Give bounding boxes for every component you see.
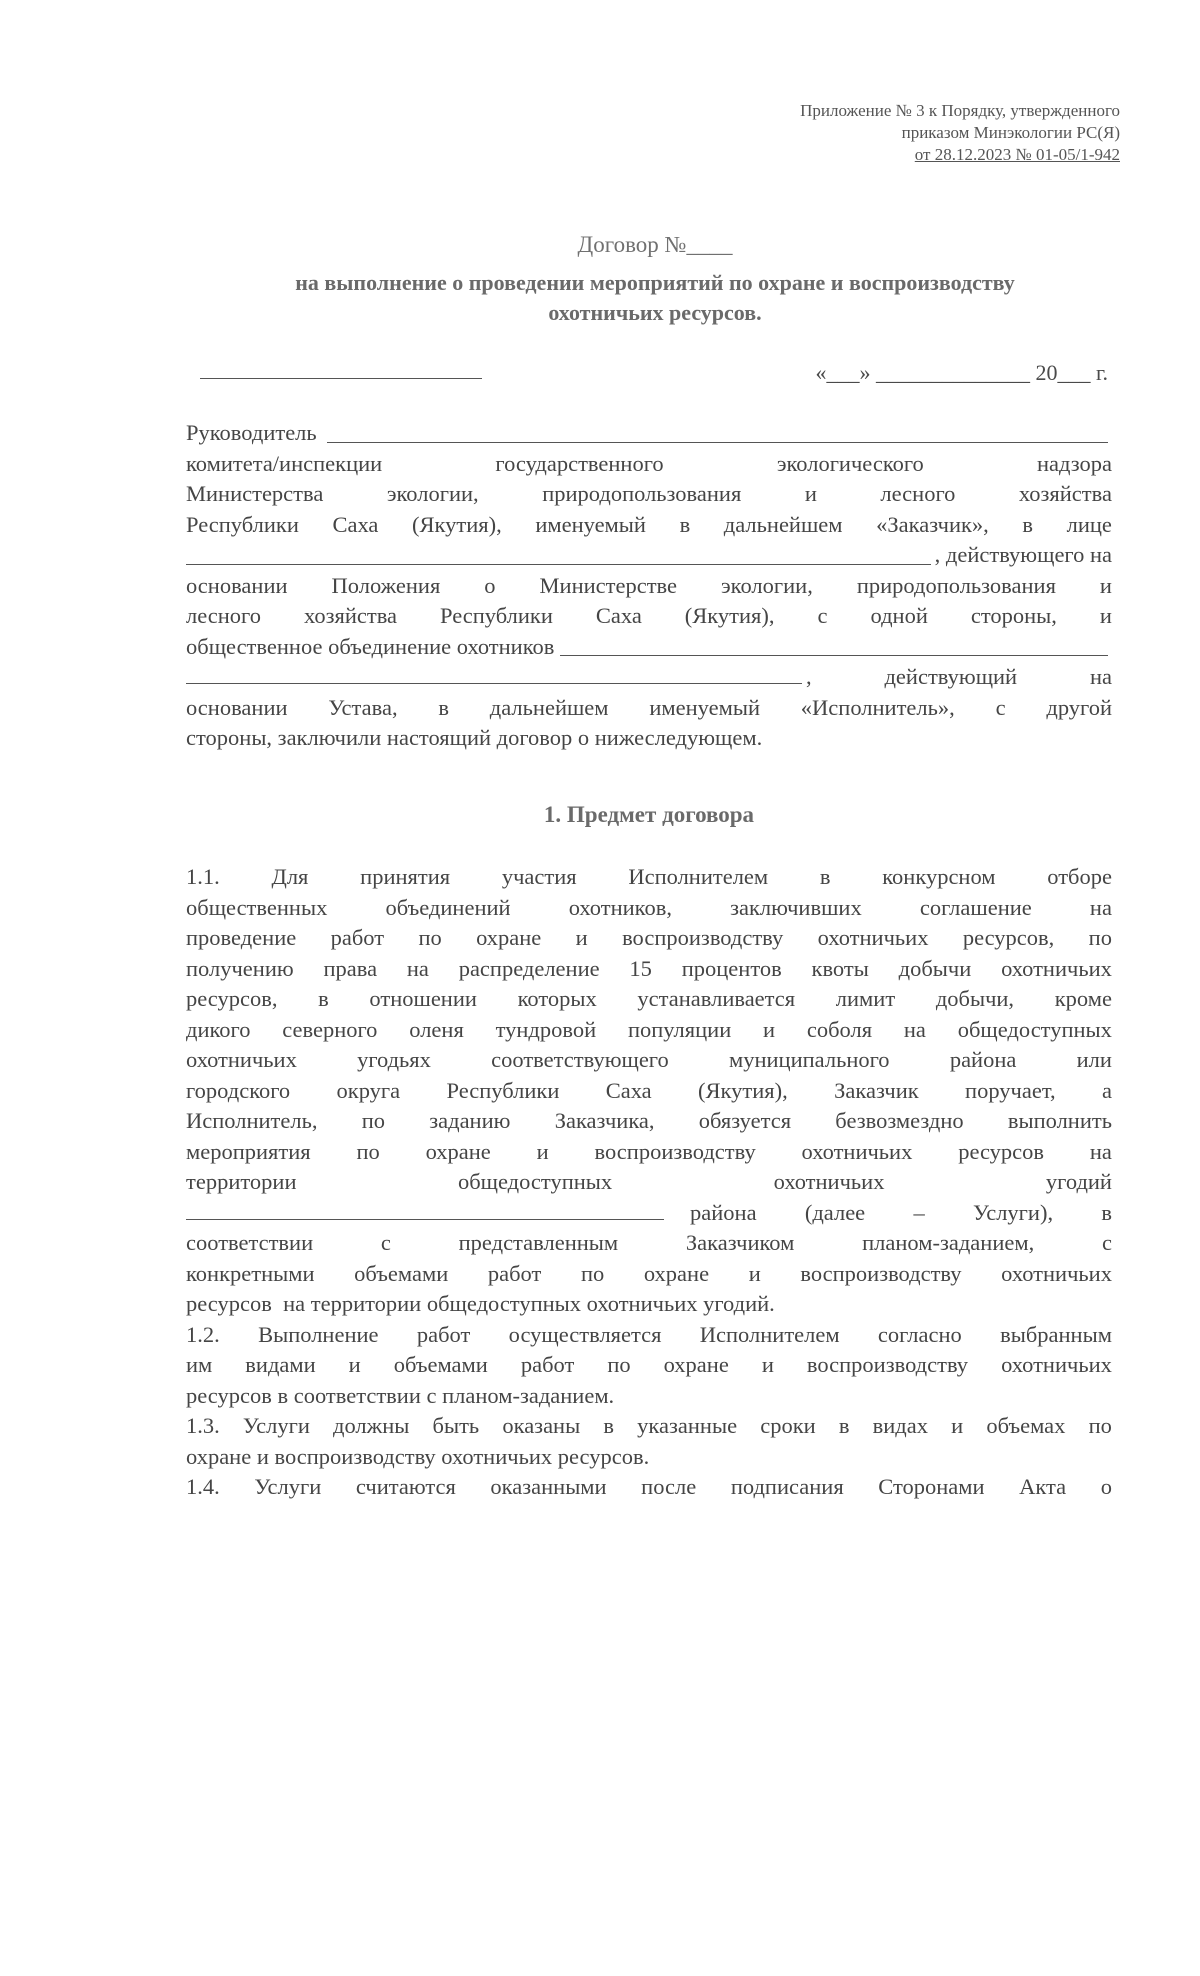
word: Министерстве xyxy=(539,572,678,598)
text-line xyxy=(186,1015,1112,1046)
text-line xyxy=(186,1167,1112,1198)
word: воспроизводству xyxy=(800,1260,962,1286)
word: хозяйства xyxy=(1018,481,1112,506)
text-segment: общественное объединение охотников xyxy=(186,633,555,659)
text-line xyxy=(186,1106,1112,1137)
word: охране xyxy=(643,1260,710,1286)
word: Саха xyxy=(332,511,379,537)
word: на xyxy=(903,1016,926,1042)
word: соответствии xyxy=(186,1230,314,1255)
word: по xyxy=(418,925,442,950)
word: по xyxy=(361,1108,386,1133)
word: добычи, xyxy=(935,986,1015,1011)
word: одной xyxy=(870,603,928,628)
text-segment: на xyxy=(1089,664,1112,689)
word: именуемый xyxy=(649,694,760,720)
word: лесного xyxy=(186,603,261,628)
text-segment: стороны, заключили настоящий договор о нижеследующем. xyxy=(186,725,763,750)
text-line xyxy=(186,923,1112,954)
word: и xyxy=(348,1352,361,1377)
word: безвозмездно xyxy=(835,1108,964,1133)
word: осуществляется xyxy=(508,1321,662,1347)
text-line xyxy=(186,1137,1112,1168)
word: – xyxy=(913,1199,925,1225)
word: надзора xyxy=(1036,450,1112,476)
text-segment: , действующего на xyxy=(934,542,1112,567)
word: на xyxy=(1089,894,1112,920)
word: с xyxy=(380,1230,391,1255)
appendix-note xyxy=(600,100,1120,166)
text-segment: Руководитель xyxy=(186,420,317,445)
word: Услуги xyxy=(254,1474,322,1499)
word: охотничьих xyxy=(773,1169,885,1194)
word: в xyxy=(318,986,329,1011)
text-line xyxy=(186,571,1112,602)
word: Республики xyxy=(446,1077,560,1103)
word: «Исполнитель», xyxy=(800,694,955,720)
word: работ xyxy=(487,1260,542,1286)
word: общественных xyxy=(186,894,328,920)
blank-line xyxy=(560,655,1108,656)
word: стороны, xyxy=(970,603,1057,628)
word: обязуется xyxy=(698,1108,792,1133)
word: охотничьих xyxy=(186,1047,297,1072)
word: им xyxy=(186,1352,213,1377)
word: о xyxy=(484,572,496,598)
word: по xyxy=(356,1138,380,1164)
word: поручает, xyxy=(965,1077,1056,1103)
text-line xyxy=(186,510,1112,541)
word: дикого xyxy=(186,1016,251,1042)
text-line xyxy=(186,954,1112,985)
text-line xyxy=(186,479,1112,510)
text-line xyxy=(186,601,1112,632)
word: Заказчика, xyxy=(554,1108,655,1133)
word: и xyxy=(536,1138,549,1164)
subtitle-line-2: охотничьих ресурсов. xyxy=(548,300,762,325)
appendix-line-3: от 28.12.2023 № 01-05/1-942 xyxy=(914,145,1120,164)
word: 15 xyxy=(629,955,652,981)
word: Исполнителем xyxy=(699,1321,840,1347)
word: основании xyxy=(186,694,288,720)
word: охране xyxy=(663,1352,729,1377)
word: Исполнитель, xyxy=(186,1108,318,1133)
word: в xyxy=(603,1413,615,1438)
word: охране xyxy=(425,1138,491,1164)
word: экологии, xyxy=(386,481,479,506)
word: 1.2. xyxy=(186,1321,220,1347)
word: участия xyxy=(501,864,577,889)
word: с xyxy=(995,694,1006,720)
word: другой xyxy=(1046,694,1112,720)
word: природопользования xyxy=(542,481,742,506)
word: территории xyxy=(186,1169,297,1194)
word: планом-заданием, xyxy=(862,1230,1035,1255)
word: Услуги xyxy=(242,1413,310,1438)
word: 1.3. xyxy=(186,1413,220,1438)
word: лице xyxy=(1066,511,1112,537)
word: работ xyxy=(520,1352,575,1377)
text-segment xyxy=(186,662,812,693)
text-segment xyxy=(690,1198,1112,1229)
word: экологического xyxy=(776,450,924,476)
word: северного xyxy=(282,1016,378,1042)
word: мероприятия xyxy=(186,1138,311,1164)
word: кроме xyxy=(1054,986,1112,1011)
word: с xyxy=(817,603,828,628)
word: работ xyxy=(330,925,385,950)
word: по xyxy=(1088,925,1112,950)
word: подписания xyxy=(730,1474,844,1499)
word: права xyxy=(323,955,378,981)
word: а xyxy=(1101,1077,1112,1103)
word: с xyxy=(1101,1230,1112,1255)
word: видами xyxy=(245,1352,316,1377)
subtitle-line-1: на выполнение о проведении мероприятий по охране и воспроизводству xyxy=(295,270,1015,295)
text-line xyxy=(186,632,1112,663)
text-segment: действующий xyxy=(884,664,1018,689)
word: (далее xyxy=(804,1199,866,1225)
word: в xyxy=(438,694,449,720)
word: объемах xyxy=(986,1413,1066,1438)
blank-line xyxy=(327,442,1108,443)
word: Услуги), xyxy=(972,1199,1054,1225)
word: охотничьих xyxy=(1001,1352,1112,1377)
comma: , xyxy=(806,664,812,689)
text-line xyxy=(186,723,1112,754)
word: Республики xyxy=(440,603,553,628)
word: (Якутия), xyxy=(698,1077,788,1103)
preamble xyxy=(186,418,1112,754)
word: дальнейшем xyxy=(723,511,843,537)
word: заключивших xyxy=(730,894,862,920)
word: ресурсов, xyxy=(186,986,278,1011)
word: по xyxy=(1088,1413,1112,1438)
word: соглашение xyxy=(919,894,1032,920)
contract-subtitle xyxy=(190,268,1120,328)
word: Устава, xyxy=(328,694,398,720)
word: оказаны xyxy=(502,1413,581,1438)
word: Выполнение xyxy=(258,1321,379,1347)
word: охотничьих xyxy=(1001,955,1112,981)
word: Сторонами xyxy=(878,1474,985,1499)
word: отборе xyxy=(1047,864,1112,889)
word: выбранным xyxy=(1000,1321,1112,1347)
word: и xyxy=(763,1016,776,1042)
appendix-line-1: Приложение № 3 к Порядку, утвержденного xyxy=(800,101,1120,120)
text-line xyxy=(186,862,1112,893)
word: оказанными xyxy=(490,1474,607,1499)
word: городского xyxy=(186,1077,291,1103)
word: воспроизводству xyxy=(622,925,784,950)
word: именуемый xyxy=(535,511,646,537)
text-line xyxy=(186,1045,1112,1076)
word: Республики xyxy=(186,511,299,537)
section-1-title: 1. Предмет договора xyxy=(543,802,755,827)
word: Саха xyxy=(595,603,642,628)
word: дальнейшем xyxy=(489,694,609,720)
word: (Якутия), xyxy=(684,603,775,628)
text-line xyxy=(186,984,1112,1015)
word: в xyxy=(1101,1199,1112,1225)
word: по xyxy=(607,1352,631,1377)
word: округа xyxy=(336,1077,401,1103)
word: Для xyxy=(271,864,309,889)
text-line xyxy=(186,1320,1112,1351)
word: на xyxy=(1089,1138,1112,1164)
place-blank-line xyxy=(200,378,482,379)
text-line xyxy=(186,662,1112,693)
text-segment: ресурсов в соответствии с планом-заданием. xyxy=(186,1382,615,1408)
text-line xyxy=(186,893,1112,924)
text-line xyxy=(186,1228,1112,1259)
word: Саха xyxy=(605,1077,652,1103)
text-line xyxy=(186,1350,1112,1381)
word: считаются xyxy=(355,1474,456,1499)
word: экологии, xyxy=(721,572,813,598)
word: общедоступных xyxy=(457,1169,613,1194)
text-segment: ресурсов на территории общедоступных охотничьих угодий. xyxy=(186,1291,775,1316)
word: или xyxy=(1076,1047,1112,1072)
word: и xyxy=(748,1260,761,1286)
blank-line xyxy=(186,564,931,565)
contract-title: Договор №____ xyxy=(577,232,733,257)
word: хозяйства xyxy=(303,603,398,628)
word: угодьях xyxy=(357,1047,431,1072)
word: и xyxy=(1099,572,1112,598)
word: Министерства xyxy=(186,481,324,506)
word: квоты xyxy=(811,955,869,981)
appendix-line-2: приказом Минэкологии РС(Я) xyxy=(901,123,1120,142)
word: конкретными xyxy=(186,1260,315,1286)
word: охотников, xyxy=(568,894,672,920)
word: в xyxy=(838,1413,850,1438)
word: работ xyxy=(416,1321,471,1347)
word: на xyxy=(406,955,429,981)
word: конкурсном xyxy=(882,864,996,889)
text-line xyxy=(186,1198,1112,1229)
word: лимит xyxy=(835,986,896,1011)
word: заданию xyxy=(429,1108,511,1133)
word: природопользования xyxy=(856,572,1056,598)
text-line xyxy=(186,693,1112,724)
word: Положения xyxy=(331,572,441,598)
word: быть xyxy=(432,1413,480,1438)
word: после xyxy=(641,1474,697,1499)
word: Заказчик xyxy=(834,1077,919,1103)
word: устанавливается xyxy=(637,986,796,1011)
word: в xyxy=(679,511,691,537)
blank-line xyxy=(186,1219,664,1220)
word: соответствующего xyxy=(491,1047,669,1072)
word: популяции xyxy=(627,1016,732,1042)
text-segment: охране и воспроизводству охотничьих ресурсов. xyxy=(186,1443,650,1469)
text-line xyxy=(186,1289,1112,1320)
word: соболя xyxy=(806,1016,873,1042)
word: объемами xyxy=(393,1352,488,1377)
word: 1.1. xyxy=(186,864,220,889)
word: принятия xyxy=(360,864,451,889)
word: и xyxy=(575,925,588,950)
word: ресурсов xyxy=(958,1138,1045,1164)
word: района xyxy=(690,1199,757,1225)
word: охотничьих xyxy=(817,925,929,950)
word: (Якутия), xyxy=(412,511,502,537)
word: воспроизводству xyxy=(806,1352,969,1377)
word: общедоступных xyxy=(957,1016,1112,1042)
word: тундровой xyxy=(495,1016,597,1042)
text-line xyxy=(186,1259,1112,1290)
word: основании xyxy=(186,572,288,598)
word: Заказчиком xyxy=(685,1230,795,1255)
section-1-body xyxy=(186,862,1112,1503)
word: выполнить xyxy=(1007,1108,1112,1133)
word: указанные xyxy=(637,1413,738,1438)
word: которых xyxy=(517,986,597,1011)
word: и xyxy=(804,481,817,506)
word: Акта xyxy=(1019,1474,1067,1499)
word: о xyxy=(1100,1474,1112,1499)
text-line xyxy=(186,1076,1112,1107)
word: видах xyxy=(872,1413,928,1438)
word: сроки xyxy=(760,1413,816,1438)
word: Исполнителем xyxy=(628,864,769,889)
text-line xyxy=(186,1442,1112,1473)
word: «Заказчик», xyxy=(876,511,989,537)
word: ресурсов, xyxy=(962,925,1055,950)
word: по xyxy=(580,1260,605,1286)
text-line xyxy=(186,540,1112,571)
blank-line xyxy=(186,683,802,684)
text-line xyxy=(186,418,1112,449)
word: в xyxy=(1022,511,1034,537)
word: и xyxy=(1099,603,1112,628)
word: комитета/инспекции xyxy=(186,450,383,476)
word: и xyxy=(951,1413,964,1438)
word: объединений xyxy=(385,894,511,920)
word: в xyxy=(819,864,831,889)
word: и xyxy=(761,1352,774,1377)
word: охотничьих xyxy=(1001,1260,1112,1286)
word: процентов xyxy=(681,955,782,981)
word: добычи xyxy=(898,955,972,981)
word: получению xyxy=(186,955,294,981)
word: оленя xyxy=(409,1016,464,1042)
word: муниципального xyxy=(728,1047,890,1072)
word: воспроизводству xyxy=(594,1138,756,1164)
word: распределение xyxy=(458,955,600,981)
word: охотничьих xyxy=(801,1138,913,1164)
date-line: «___» ______________ 20___ г. xyxy=(815,360,1108,385)
word: 1.4. xyxy=(186,1474,220,1499)
word: должны xyxy=(333,1413,410,1438)
word: района xyxy=(949,1047,1017,1072)
text-line xyxy=(186,1411,1112,1442)
word: объемами xyxy=(354,1260,449,1286)
word: охране xyxy=(476,925,542,950)
word: представленным xyxy=(458,1230,619,1255)
word: лесного xyxy=(880,481,956,506)
word: отношении xyxy=(369,986,477,1011)
word: государственного xyxy=(495,450,664,476)
text-line xyxy=(186,1472,1112,1503)
word: угодий xyxy=(1045,1169,1112,1194)
word: согласно xyxy=(877,1321,962,1347)
text-line xyxy=(186,1381,1112,1412)
text-line xyxy=(186,449,1112,480)
word: проведение xyxy=(186,925,297,950)
